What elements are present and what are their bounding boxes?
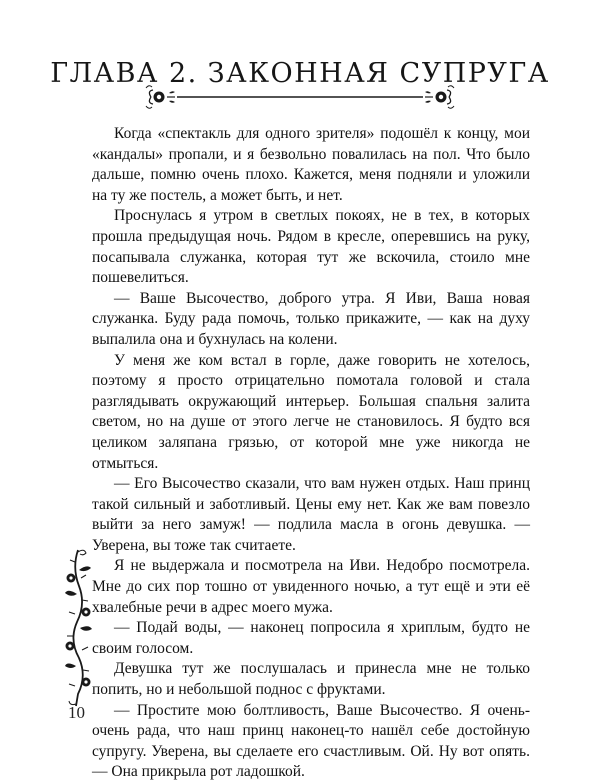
paragraph: У меня же ком встал в горле, даже говорить не хотелось, поэтому я просто отрицательно помотала головой и стала разглядывать окружающий интерьер. Большая спальня залита светом, но на душе от этого легче не становилось. Я будто вся целиком заляпана грязью, от которой мне уже никогда не отмыться. xyxy=(92,351,530,472)
body-text xyxy=(92,124,530,783)
rose-vine-icon xyxy=(62,548,96,708)
paragraph: Проснулась я утром в светлых покоях, не в тех, в которых прошла предыдущая ночь. Рядом в кресле, оперевшись на руку, посапывала служанка, которая тут же вскочила, стоило мне пошевелиться. xyxy=(92,207,530,287)
page-number: 10 xyxy=(68,703,85,722)
rose-flourish-divider-icon xyxy=(145,82,455,112)
chapter-title: ГЛАВА 2. ЗАКОННАЯ СУПРУГА xyxy=(50,58,550,90)
paragraph: — Ваше Высочество, доброго утра. Я Иви, Ваша новая служанка. Буду рада помочь, только прикажите, — как на духу выпалила она и бухнулась на колени. xyxy=(92,289,530,348)
paragraph: — Простите мою болтливость, Ваше Высочество. Я очень-очень рада, что наш принц наконец-то нашёл себе достойную супругу. Уверена, вы сделаете его счастливым. Ой. Ну вот опять. — Она прикрыла рот ладошкой. xyxy=(92,701,530,781)
paragraph: Девушка тут же послушалась и принесла мне не только попить, но и небольшой поднос с фруктами. xyxy=(92,660,530,699)
paragraph: Я не выдержала и посмотрела на Иви. Недобро посмотрела. Мне до сих пор тошно от увиденного ночью, а тут ещё и эти её хвалебные речи в адрес моего мужа. xyxy=(92,557,530,616)
paragraph: Когда «спектакль для одного зрителя» подошёл к концу, мои «кандалы» пропали, и я безвольно повалилась на пол. Что было дальше, помню очень плохо. Кажется, меня подняли и уложили на ту же постель, а может быть, и нет. xyxy=(92,125,530,204)
paragraph: — Его Высочество сказали, что вам нужен отдых. Наш принц такой сильный и заботливый. Цены ему нет. Как же вам повезло выйти за него замуж! — подлила масла в огонь девушка. — Уверена, вы тоже так считаете. xyxy=(92,475,530,554)
paragraph: — Подай воды, — наконец попросила я хриплым, будто не своим голосом. xyxy=(92,619,530,657)
